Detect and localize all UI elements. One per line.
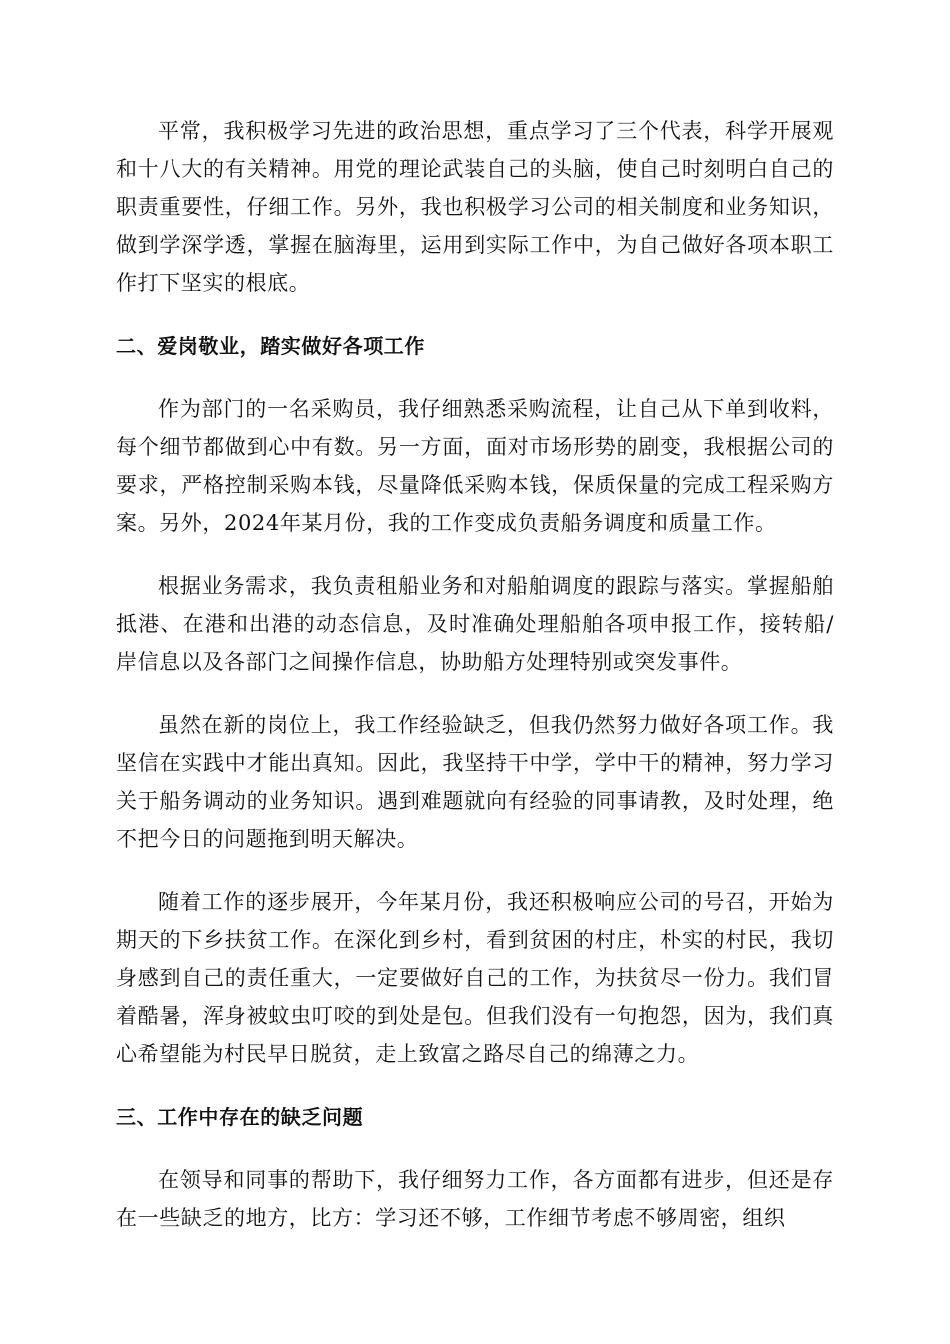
paragraph-shortcomings: 在领导和同事的帮助下，我仔细努力工作，各方面都有进步，但还是存在一些缺乏的地方，比方：学习还不够，工作细节考虑不够周密，组织	[116, 1168, 834, 1230]
paragraph-learning-on-job: 虽然在新的岗位上，我工作经验缺乏，但我仍然努力做好各项工作。我坚信在实践中才能出真知。因此，我坚持干中学，学中干的精神，努力学习关于船务调动的业务知识。遇到难题就向有经验的同事请教，及时处理，绝不把今日的问题拖到明天解决。	[116, 713, 834, 851]
paragraph-shipping-duties: 根据业务需求，我负责租船业务和对船舶调度的跟踪与落实。掌握船舶抵港、在港和出港的动态信息，及时准确处理船舶各项申报工作，接转船/岸信息以及各部门之间操作信息，协助船方处理特别或突发事件。	[116, 574, 834, 674]
paragraph-purchasing: 作为部门的一名采购员，我仔细熟悉采购流程，让自己从下单到收料，每个细节都做到心中有数。另一方面，面对市场形势的剧变，我根据公司的要求，严格控制采购本钱，尽量降低采购本钱，保质保量的完成工程采购方案。另外，2024年某月份，我的工作变成负责船务调度和质量工作。	[116, 397, 834, 535]
paragraph-political-study: 平常，我积极学习先进的政治思想，重点学习了三个代表，科学开展观和十八大的有关精神。用党的理论武装自己的头脑，使自己时刻明白自己的职责重要性，仔细工作。另外，我也积极学习公司的相关制度和业务知识，做到学深学透，掌握在脑海里，运用到实际工作中，为自己做好各项本职工作打下坚实的根底。	[116, 119, 834, 295]
paragraph-poverty-relief: 随着工作的逐步展开，今年某月份，我还积极响应公司的号召，开始为期天的下乡扶贫工作。在深化到乡村，看到贫困的村庄，朴实的村民，我切身感到自己的责任重大，一定要做好自己的工作，为扶贫尽一份力。我们冒着酷暑，浑身被蚊虫叮咬的到处是包。但我们没有一句抱怨，因为，我们真心希望能为村民早日脱贫，走上致富之路尽自己的绵薄之力。	[116, 890, 834, 1066]
section-heading-dedication: 二、爱岗敬业，踏实做好各项工作	[116, 334, 425, 358]
section-heading-shortcomings: 三、工作中存在的缺乏问题	[116, 1105, 364, 1129]
document-body	[116, 112, 834, 1262]
